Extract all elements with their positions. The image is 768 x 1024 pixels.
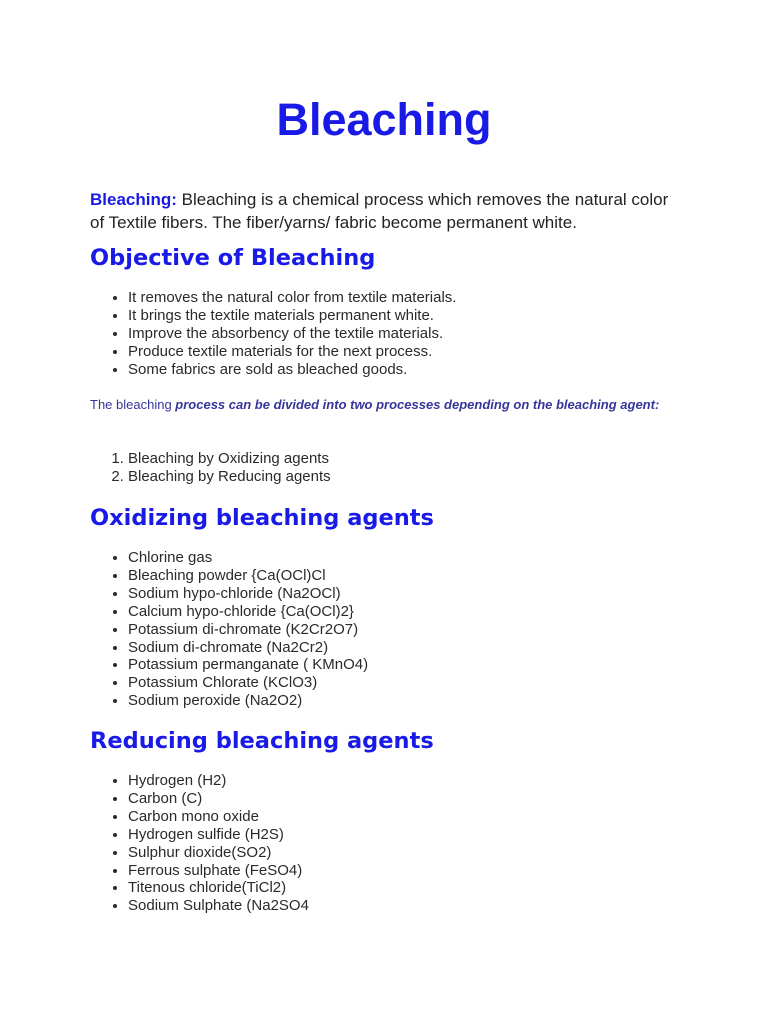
list-item: • Produce textile materials for the next process. [128, 343, 456, 361]
list-item: • Calcium hypo-chloride {Ca(OCl)2} [128, 603, 368, 621]
list-item: • Potassium di-chromate (K2Cr2O7) [128, 621, 368, 639]
intro-paragraph [90, 189, 670, 234]
page-title: Bleaching [276, 94, 492, 145]
list-item: • Sodium Sulphate (Na2SO4 [128, 897, 309, 915]
objective-list [90, 289, 456, 379]
list-item: • Potassium Chlorate (KClO3) [128, 674, 368, 692]
list-item: • Carbon (C) [128, 790, 309, 808]
intro-label: Bleaching: [90, 190, 177, 209]
reducing-heading: Reducing bleaching agents [90, 728, 434, 754]
oxidizing-heading: Oxidizing bleaching agents [90, 505, 434, 531]
division-list [90, 450, 331, 486]
list-item: • Chlorine gas [128, 549, 368, 567]
list-item: • It brings the textile materials permanent white. [128, 307, 456, 325]
list-item: • Hydrogen sulfide (H2S) [128, 826, 309, 844]
list-item: • Sodium di-chromate (Na2Cr2) [128, 639, 368, 657]
list-item: • Titenous chloride(TiCl2) [128, 879, 309, 897]
objective-heading: Objective of Bleaching [90, 245, 376, 271]
list-item: • Hydrogen (H2) [128, 772, 309, 790]
list-item: • Sulphur dioxide(SO2) [128, 844, 309, 862]
list-item: 1. Bleaching by Oxidizing agents [128, 450, 331, 468]
list-item: • Ferrous sulphate (FeSO4) [128, 862, 309, 880]
list-item: • Potassium permanganate ( KMnO4) [128, 656, 368, 674]
list-item: • It removes the natural color from textile materials. [128, 289, 456, 307]
division-note [90, 396, 670, 414]
division-note-lead: The bleaching [90, 397, 172, 412]
reducing-list [90, 772, 309, 915]
intro-text: Bleaching is a chemical process which removes the natural color of Textile fibers. The fiber/yarns/ fabric become permanent white. [90, 190, 669, 232]
division-note-emphasis: process can be divided into two processes depending on the bleaching agent: [175, 397, 660, 412]
list-item: 2. Bleaching by Reducing agents [128, 468, 331, 486]
oxidizing-list [90, 549, 368, 710]
list-item: • Improve the absorbency of the textile materials. [128, 325, 456, 343]
list-item: • Sodium hypo-chloride (Na2OCl) [128, 585, 368, 603]
list-item: • Some fabrics are sold as bleached goods. [128, 361, 456, 379]
list-item: • Sodium peroxide (Na2O2) [128, 692, 368, 710]
list-item: • Carbon mono oxide [128, 808, 309, 826]
list-item: • Bleaching powder {Ca(OCl)Cl [128, 567, 368, 585]
